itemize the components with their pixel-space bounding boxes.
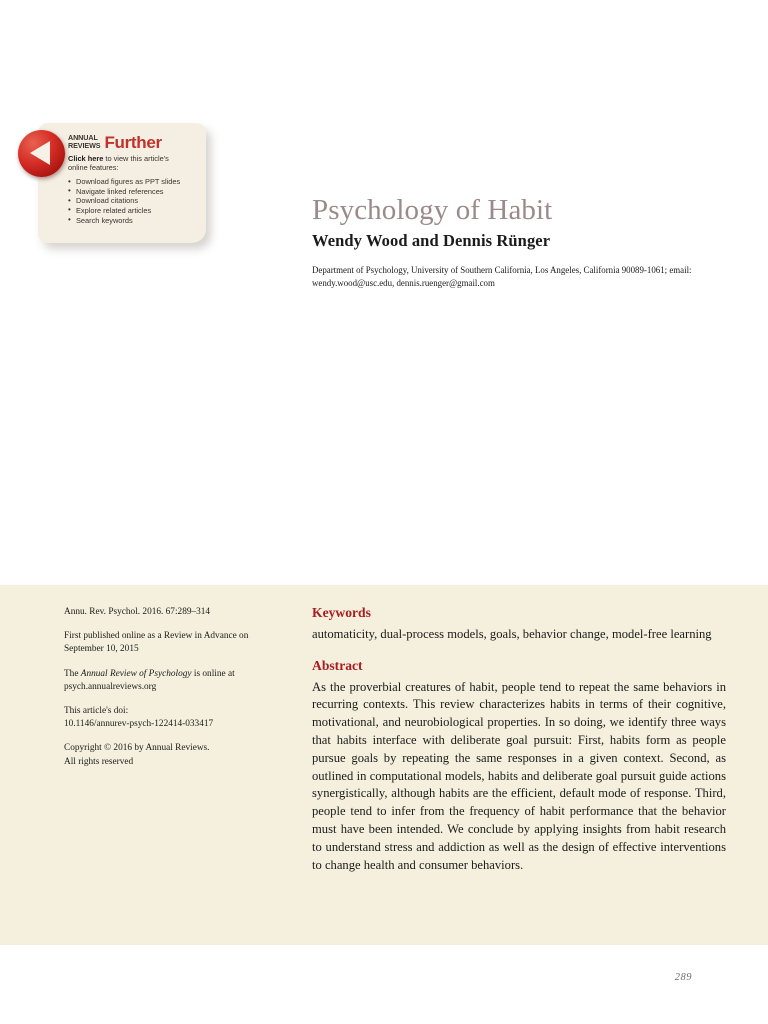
badge-content [68, 132, 199, 237]
list-item[interactable]: • Explore related articles [68, 206, 199, 216]
copyright-block [64, 742, 279, 768]
page-number: 289 [674, 972, 692, 983]
citation-line: Annu. Rev. Psychol. 2016. 67:289–314 [64, 607, 211, 617]
author-list: Wendy Wood and Dennis Rünger [312, 231, 551, 250]
play-back-triangle-icon[interactable] [18, 130, 65, 177]
abstract-text: As the proverbial creatures of habit, people tend to repeat the same behaviors in recurring contexts. This review characterizes habits in terms of their cognitive, motivational, and neurobiological properties. In so doing, we identify three ways that habits interface with deliberate goal pursuit: First, habits form as people pursue goals by repeating the same responses in a given context. Second, as outlined in computational models, habits and deliberate goal pursuit guide actions synergistically, although habits are the efficient, default mode of response. Third, people tend to infer from the frequency of habit performance that the behavior must have been intended. We conclude by applying insights from habit research to understand stress and addiction as well as the design of effective interventions to change health and consumer behaviors. [312, 679, 726, 872]
journal-url[interactable]: psych.annualreviews.org [64, 681, 157, 692]
annual-reviews-line-1: ANNUAL [68, 132, 98, 142]
journal-name: Annual Review of Psychology [80, 668, 192, 679]
triangle-glyph [30, 141, 50, 165]
keywords-heading: Keywords [312, 605, 371, 620]
doi-value[interactable]: 10.1146/annurev-psych-122414-033417 [64, 719, 214, 730]
further-wordmark: Further [104, 133, 162, 152]
annual-reviews-further-badge[interactable] [38, 123, 206, 243]
annual-reviews-line-2: REVIEWS [68, 140, 101, 150]
list-item[interactable]: • Navigate linked references [68, 187, 199, 197]
page-title: Psychology of Habit [312, 194, 553, 227]
keywords-text: automaticity, dual-process models, goals, behavior change, model-free learning [312, 627, 712, 641]
journal-prefix: The [64, 668, 81, 679]
published-line-2: September 10, 2015 [64, 644, 139, 655]
publication-date [64, 630, 279, 656]
annual-reviews-wordmark [68, 134, 100, 151]
badge-brand-line [68, 132, 199, 151]
list-item[interactable]: • Search keywords [68, 216, 199, 226]
article-metadata [64, 606, 279, 769]
badge-click-here-text [68, 154, 190, 172]
doi-block [64, 705, 279, 731]
click-here-link[interactable]: Click here [68, 154, 104, 163]
badge-feature-list [68, 177, 199, 225]
copyright-line-1: Copyright © 2016 by Annual Reviews. [64, 743, 210, 754]
abstract-heading: Abstract [312, 657, 363, 673]
abstract-column [312, 605, 726, 874]
journal-suffix: is online at [191, 668, 235, 679]
author-affiliation: Department of Psychology, University of Southern California, Los Angeles, California 90089-1061; email: wendy.wood@usc.edu, dennis.ruenger@gmail.com [312, 265, 692, 288]
journal-online-note [64, 668, 279, 694]
click-here-rest: to view this article's online features: [68, 154, 169, 173]
list-item[interactable]: • Download figures as PPT slides [68, 177, 199, 187]
copyright-line-2: All rights reserved [64, 756, 134, 767]
list-item[interactable]: • Download citations [68, 196, 199, 206]
published-line-1: First published online as a Review in Advance on [64, 631, 249, 642]
doi-label: This article's doi: [64, 706, 129, 717]
